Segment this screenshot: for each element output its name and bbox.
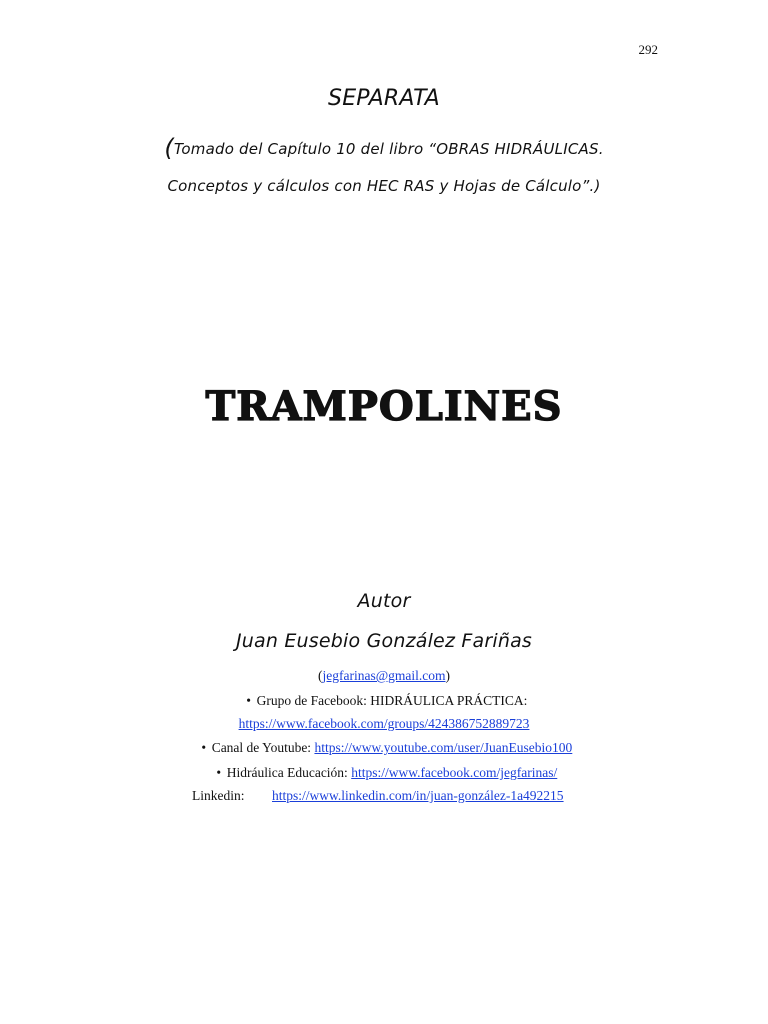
facebook-group-link[interactable]: https://www.facebook.com/groups/424386752889723 bbox=[238, 716, 530, 731]
education-label: Hidráulica Educación: bbox=[226, 765, 352, 780]
education-link[interactable]: https://www.facebook.com/jegfarinas/ bbox=[351, 765, 558, 780]
author-email bbox=[0, 668, 768, 684]
linkedin-item bbox=[192, 788, 564, 804]
bullet-icon: • bbox=[201, 740, 207, 755]
author-label: Autor bbox=[357, 590, 411, 612]
subtitle-line-2: Conceptos y cálculos con HEC RAS y Hojas de Cálculo”.) bbox=[167, 177, 601, 195]
education-item bbox=[0, 765, 768, 781]
linkedin-label: Linkedin: bbox=[192, 788, 245, 803]
facebook-group-url-line bbox=[0, 716, 768, 732]
email-close-paren: ) bbox=[445, 668, 451, 683]
bullet-icon: • bbox=[216, 765, 222, 780]
youtube-label: Canal de Youtube: bbox=[211, 740, 315, 755]
author-name: Juan Eusebio González Fariñas bbox=[235, 630, 533, 652]
subtitle-line-1-text: Tomado del Capítulo 10 del libro “OBRAS HIDRÁULICAS. bbox=[173, 140, 604, 158]
linkedin-link[interactable]: https://www.linkedin.com/in/juan-gonzález-1a492215 bbox=[272, 788, 564, 803]
facebook-group-label: Grupo de Facebook: HIDRÁULICA PRÁCTICA: bbox=[256, 693, 528, 708]
youtube-link[interactable]: https://www.youtube.com/user/JuanEusebio100 bbox=[314, 740, 573, 755]
bullet-icon: • bbox=[246, 693, 251, 708]
email-link[interactable]: jegfarinas@gmail.com bbox=[322, 668, 446, 683]
youtube-item bbox=[0, 740, 768, 756]
email-open-paren: ( bbox=[317, 668, 323, 683]
page-number: 292 bbox=[638, 42, 658, 57]
facebook-group-item bbox=[0, 693, 768, 709]
subtitle-line-1 bbox=[0, 134, 768, 162]
main-title: TRAMPOLINES bbox=[205, 383, 563, 430]
document-title: SEPARATA bbox=[328, 86, 440, 111]
open-parenthesis: ( bbox=[164, 134, 174, 162]
